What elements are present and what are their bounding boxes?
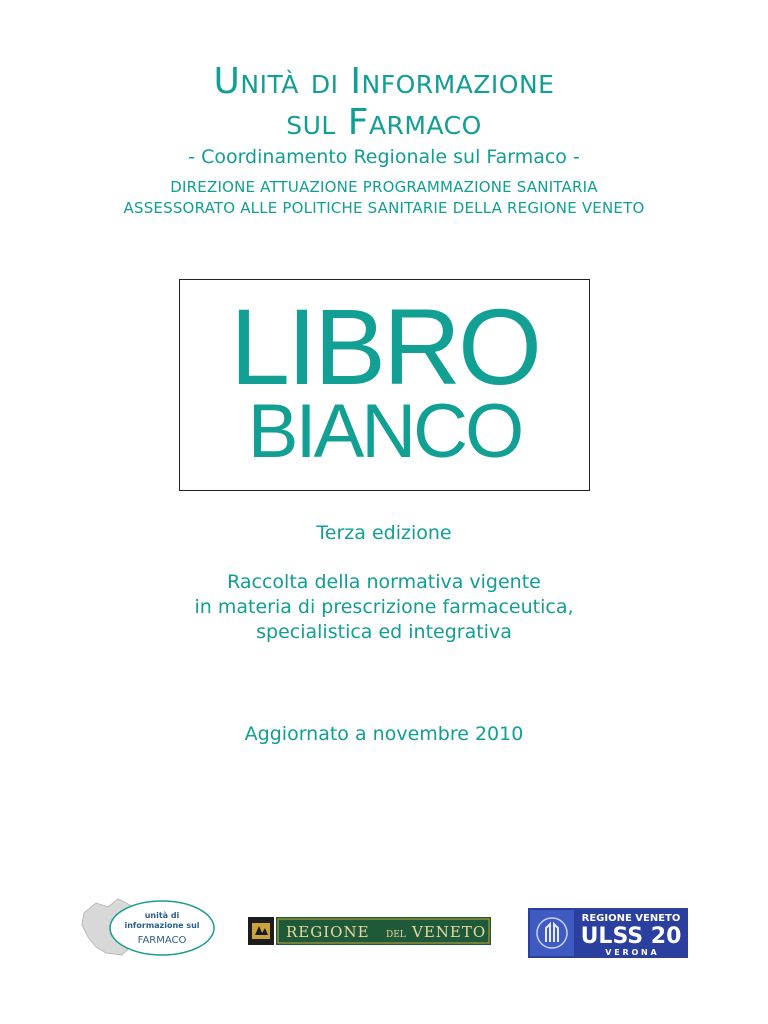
book-title-word2: BIANCO (247, 389, 522, 474)
description-line2: in materia di prescrizione farmaceutica, (194, 596, 574, 618)
ulss-logo-line3: V E R O N A (605, 948, 657, 957)
regione-logo-text-c: VENETO (412, 923, 487, 941)
regione-logo-text-b: DEL (386, 930, 406, 940)
farmaco-logo (78, 895, 218, 959)
description-line3: specialistica ed integrativa (256, 621, 512, 643)
updated-date: Aggiornato a novembre 2010 (244, 723, 524, 745)
farmaco-logo-line3: FARMACO (137, 935, 187, 946)
regione-veneto-logo (248, 917, 491, 945)
page-title-line1: Unità di Informazione (213, 61, 555, 102)
page-title-line2: sul Farmaco (286, 102, 482, 143)
farmaco-logo-line1: unità di (144, 911, 180, 920)
ulss-logo-line1: REGIONE VENETO (581, 913, 681, 924)
farmaco-logo-line2: informazione sul (124, 921, 200, 930)
subtitle: - Coordinamento Regionale sul Farmaco - (188, 146, 580, 168)
ulss-logo-line2: ULSS 20 (580, 924, 682, 949)
regione-logo-text-a: REGIONE (286, 923, 370, 941)
book-title-word1: LIBRO (229, 286, 540, 407)
edition-label: Terza edizione (316, 522, 452, 544)
description-line1: Raccolta della normativa vigente (227, 571, 541, 593)
book-title-box (179, 279, 590, 491)
department-line2: ASSESSORATO ALLE POLITICHE SANITARIE DELLA REGIONE VENETO (123, 199, 645, 217)
department-line1: DIREZIONE ATTUAZIONE PROGRAMMAZIONE SANITARIA (170, 178, 598, 196)
ulss20-logo (528, 908, 688, 958)
